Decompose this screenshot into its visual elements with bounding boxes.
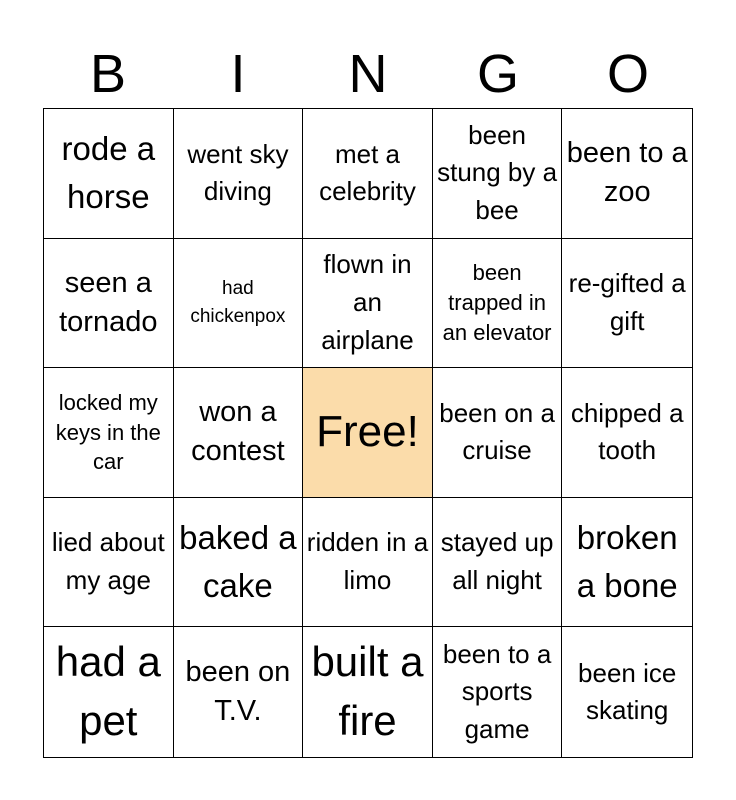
- cell-text: seen a tornado: [59, 266, 158, 338]
- bingo-cell[interactable]: [44, 498, 174, 628]
- header-letter-g: G: [476, 44, 519, 104]
- bingo-cell[interactable]: [44, 627, 174, 757]
- cell-text: ridden in a limo: [306, 527, 429, 596]
- header-letter-b: B: [89, 44, 127, 104]
- cell-text: rode a horse: [61, 130, 156, 216]
- cell-text: been trapped in an elevator: [442, 260, 552, 345]
- cell-text: been to a sports game: [442, 638, 552, 745]
- bingo-cell[interactable]: [303, 239, 433, 369]
- cell-text: chipped a tooth: [570, 397, 684, 466]
- cell-text: met a celebrity: [319, 138, 416, 207]
- bingo-cell[interactable]: [562, 627, 692, 757]
- cell-text: been on T.V.: [185, 656, 291, 728]
- bingo-cell[interactable]: [303, 109, 433, 239]
- cell-text: flown in an airplane: [321, 249, 414, 355]
- cell-text: broken a bone: [576, 519, 678, 605]
- cell-text: went sky diving: [187, 138, 289, 207]
- bingo-header: [43, 40, 693, 108]
- cell-text: had a pet: [55, 638, 161, 745]
- cell-text: been ice skating: [578, 657, 677, 726]
- bingo-cell[interactable]: [303, 498, 433, 628]
- cell-text: been to a zoo: [566, 137, 688, 209]
- bingo-cell[interactable]: [562, 109, 692, 239]
- bingo-cell[interactable]: [433, 368, 563, 498]
- cell-text: had chickenpox: [190, 278, 286, 327]
- bingo-cell[interactable]: [174, 239, 304, 369]
- cell-text: baked a cake: [179, 519, 297, 605]
- cell-text: re-gifted a gift: [568, 268, 686, 336]
- cell-text: been stung by a bee: [437, 119, 558, 226]
- cell-text: locked my keys in the car: [55, 389, 161, 475]
- header-letter-n: N: [348, 44, 388, 104]
- bingo-cell[interactable]: [303, 627, 433, 757]
- header-letter-o: O: [606, 44, 649, 104]
- header-letter-i: I: [230, 44, 246, 104]
- bingo-cell[interactable]: [562, 498, 692, 628]
- bingo-cell[interactable]: [44, 109, 174, 239]
- bingo-cell[interactable]: [44, 368, 174, 498]
- free-space[interactable]: [303, 368, 433, 498]
- bingo-cell[interactable]: [174, 109, 304, 239]
- bingo-cell[interactable]: [44, 239, 174, 369]
- bingo-cell[interactable]: [562, 368, 692, 498]
- cell-text: won a contest: [191, 396, 285, 468]
- cell-text: built a fire: [311, 638, 424, 745]
- cell-text: lied about my age: [51, 527, 165, 596]
- bingo-cell[interactable]: [174, 627, 304, 757]
- bingo-board: [43, 108, 693, 758]
- bingo-cell[interactable]: [174, 498, 304, 628]
- bingo-cell[interactable]: [433, 498, 563, 628]
- free-space-label: Free!: [316, 407, 419, 457]
- bingo-cell[interactable]: [174, 368, 304, 498]
- cell-text: stayed up all night: [440, 527, 554, 596]
- cell-text: been on a cruise: [439, 397, 555, 466]
- bingo-cell[interactable]: [433, 627, 563, 757]
- bingo-cell[interactable]: [433, 109, 563, 239]
- bingo-cell[interactable]: [562, 239, 692, 369]
- bingo-cell[interactable]: [433, 239, 563, 369]
